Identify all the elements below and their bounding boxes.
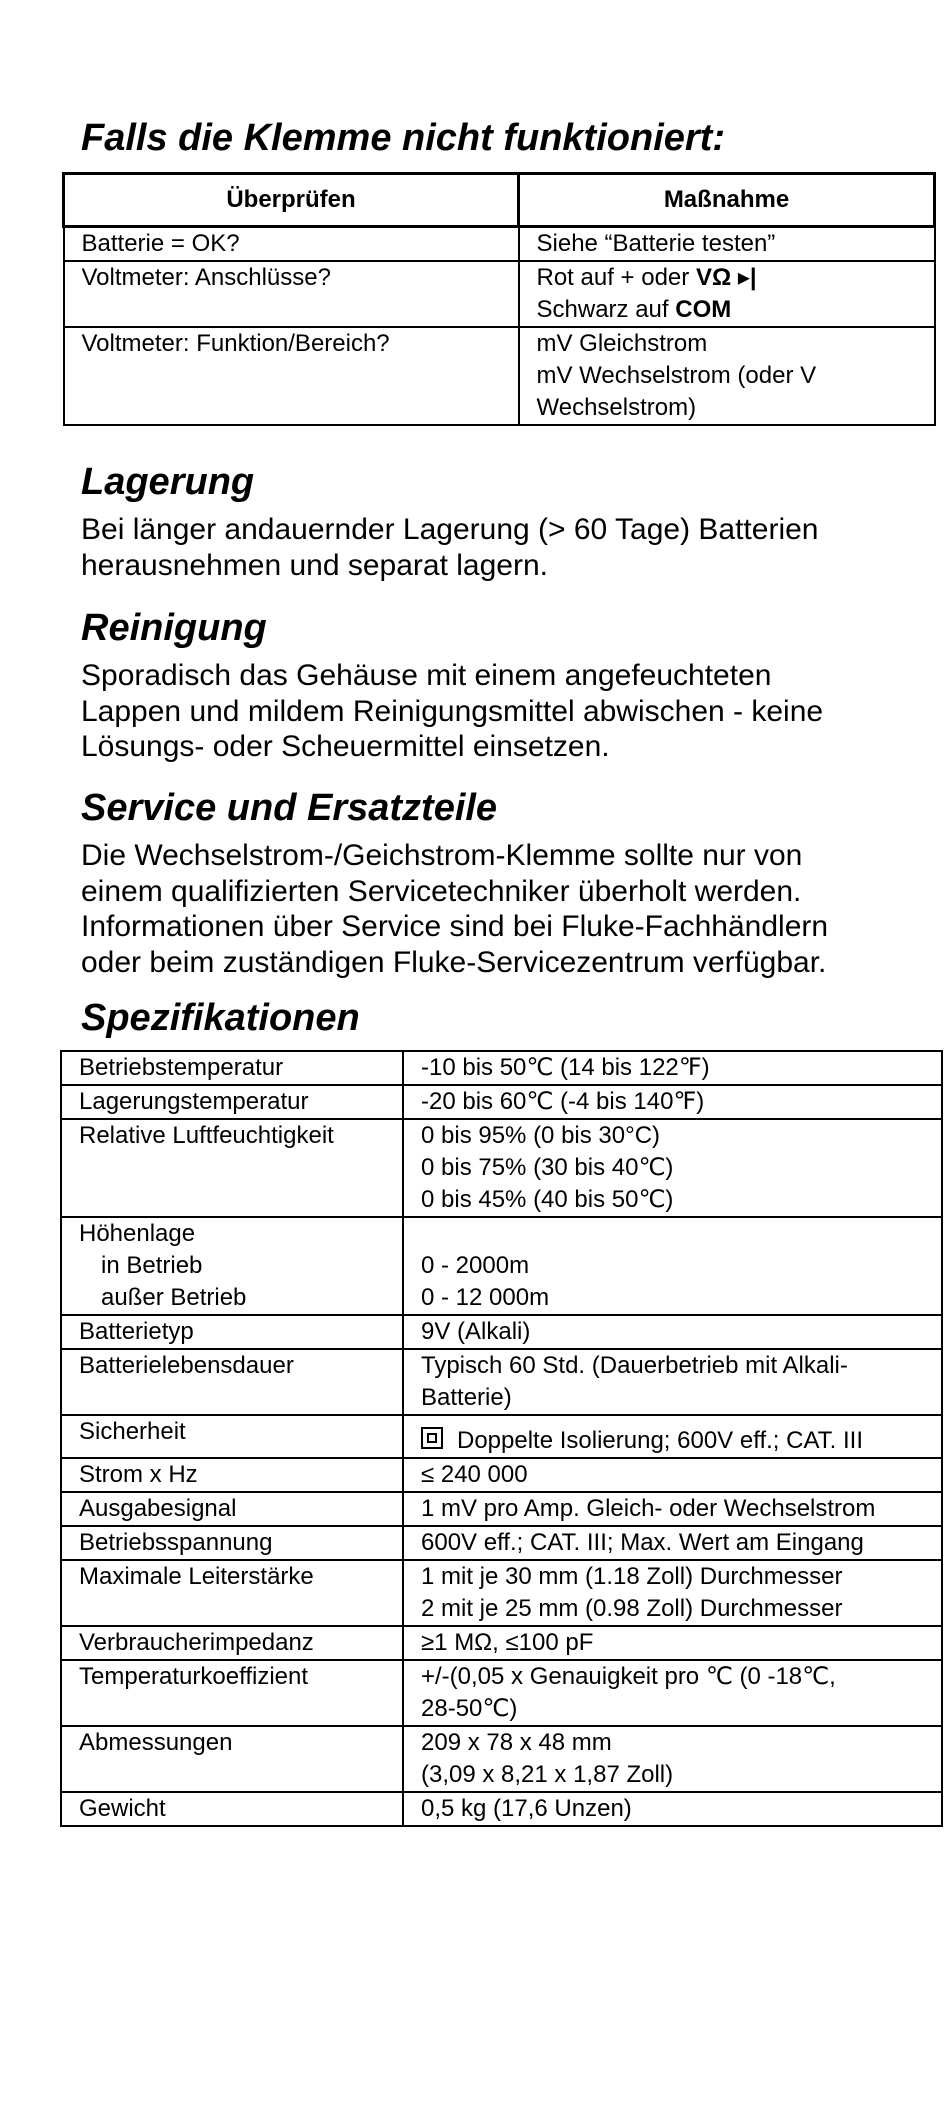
text-line: Lösungs- oder Scheuermittel einsetzen. bbox=[81, 730, 610, 763]
spec-row bbox=[61, 1349, 942, 1415]
spec-row bbox=[61, 1415, 942, 1458]
troubleshoot-table bbox=[62, 172, 936, 426]
spec-value: (3,09 x 8,21 x 1,87 Zoll) bbox=[421, 1761, 674, 1788]
text-line: Bei länger andauernder Lagerung (> 60 Tage) Batterien bbox=[81, 513, 819, 546]
service-text bbox=[81, 838, 921, 980]
table-row bbox=[64, 327, 935, 425]
spec-value: 1 mV pro Amp. Gleich- oder Wechselstrom bbox=[421, 1495, 876, 1522]
spec-value: ≥1 MΩ, ≤100 pF bbox=[421, 1629, 594, 1656]
spec-value bbox=[421, 1218, 941, 1250]
action-text: Rot auf + oder bbox=[536, 264, 696, 291]
text-line: Informationen über Service sind bei Fluke-Fachhändlern bbox=[81, 910, 829, 943]
spec-value: -20 bis 60℃ (-4 bis 140℉) bbox=[421, 1088, 705, 1115]
spec-label: Sicherheit bbox=[79, 1418, 186, 1445]
table-row bbox=[64, 261, 935, 327]
text-line: Die Wechselstrom-/Geichstrom-Klemme sollte nur von bbox=[81, 839, 803, 872]
action-text: mV Gleichstrom bbox=[536, 330, 708, 357]
cleaning-title: Reinigung bbox=[81, 607, 267, 649]
spec-row bbox=[61, 1492, 942, 1526]
spec-value: ≤ 240 000 bbox=[421, 1461, 528, 1488]
text-line: Sporadisch das Gehäuse mit einem angefeuchteten bbox=[81, 659, 772, 692]
spec-row bbox=[61, 1217, 942, 1315]
spec-value: Typisch 60 Std. (Dauerbetrieb mit Alkali- bbox=[421, 1352, 848, 1379]
spec-label: außer Betrieb bbox=[101, 1284, 247, 1311]
spec-label: Temperaturkoeffizient bbox=[79, 1663, 309, 1690]
spec-value-text: Doppelte Isolierung; 600V eff.; CAT. III bbox=[457, 1427, 864, 1454]
service-title: Service und Ersatzteile bbox=[81, 787, 498, 829]
header-check: Überprüfen bbox=[64, 174, 519, 227]
spec-value: 0 bis 45% (40 bis 50℃) bbox=[421, 1186, 674, 1213]
check-text: Voltmeter: Anschlüsse? bbox=[81, 264, 331, 291]
spec-row bbox=[61, 1085, 942, 1119]
spec-value: 2 mit je 25 mm (0.98 Zoll) Durchmesser bbox=[421, 1595, 843, 1622]
action-text: Siehe “Batterie testen” bbox=[536, 230, 776, 257]
spec-label: in Betrieb bbox=[101, 1252, 203, 1279]
text-line: oder beim zuständigen Fluke-Servicezentrum verfügbar. bbox=[81, 945, 827, 979]
spec-label: Gewicht bbox=[79, 1795, 166, 1822]
specs-table bbox=[60, 1050, 943, 1827]
spec-row bbox=[61, 1560, 942, 1626]
spec-value: 1 mit je 30 mm (1.18 Zoll) Durchmesser bbox=[421, 1563, 843, 1590]
spec-value: 209 x 78 x 48 mm bbox=[421, 1729, 612, 1756]
action-line bbox=[537, 262, 934, 294]
header-action: Maßnahme bbox=[519, 174, 935, 227]
table-row bbox=[64, 227, 935, 262]
spec-label: Ausgabesignal bbox=[79, 1495, 237, 1522]
text-line: herausnehmen und separat lagern. bbox=[81, 548, 548, 582]
spec-label: Strom x Hz bbox=[79, 1461, 198, 1488]
troubleshoot-header-row bbox=[64, 174, 935, 227]
spec-label: Abmessungen bbox=[79, 1729, 233, 1756]
check-text: Voltmeter: Funktion/Bereich? bbox=[81, 330, 390, 357]
spec-row bbox=[61, 1051, 942, 1085]
spec-row bbox=[61, 1526, 942, 1560]
spec-row bbox=[61, 1315, 942, 1349]
spec-value: 0 bis 95% (0 bis 30°C) bbox=[421, 1122, 661, 1149]
specs-title: Spezifikationen bbox=[81, 997, 360, 1039]
spec-label: Betriebsspannung bbox=[79, 1529, 273, 1556]
double-insulation-icon bbox=[421, 1427, 443, 1449]
spec-value: -10 bis 50℃ (14 bis 122℉) bbox=[421, 1054, 710, 1081]
spec-value: 0 bis 75% (30 bis 40℃) bbox=[421, 1154, 674, 1181]
troubleshoot-title: Falls die Klemme nicht funktioniert: bbox=[81, 117, 725, 159]
spec-value: 9V (Alkali) bbox=[421, 1318, 531, 1345]
action-line bbox=[537, 294, 934, 326]
com-label: COM bbox=[675, 296, 732, 323]
text-line: Lappen und mildem Reinigungsmittel abwischen - keine bbox=[81, 694, 824, 728]
spec-label: Betriebstemperatur bbox=[79, 1054, 284, 1081]
text-line: einem qualifizierten Servicetechniker überholt werden. bbox=[81, 874, 802, 908]
spec-value: +/-(0,05 x Genauigkeit pro ℃ (0 -18℃, bbox=[421, 1663, 836, 1690]
spec-row bbox=[61, 1119, 942, 1217]
spec-label: Relative Luftfeuchtigkeit bbox=[79, 1122, 334, 1149]
spec-label: Verbraucherimpedanz bbox=[79, 1629, 314, 1656]
cleaning-text bbox=[81, 658, 921, 765]
check-text: Batterie = OK? bbox=[81, 230, 240, 257]
spec-value: 28-50℃) bbox=[421, 1695, 518, 1722]
spec-value: 0 - 12 000m bbox=[421, 1284, 550, 1311]
action-text: mV Wechselstrom (oder V bbox=[536, 362, 817, 389]
spec-value: Batterie) bbox=[421, 1384, 512, 1411]
spec-value: 0,5 kg (17,6 Unzen) bbox=[421, 1795, 632, 1822]
spec-row bbox=[61, 1726, 942, 1792]
storage-text bbox=[81, 512, 921, 583]
spec-label: Maximale Leiterstärke bbox=[79, 1563, 314, 1590]
volt-ohm-diode-symbol: VΩ ▸| bbox=[695, 264, 757, 291]
storage-title: Lagerung bbox=[81, 461, 255, 503]
spec-label: Batterietyp bbox=[79, 1318, 194, 1345]
spec-row bbox=[61, 1792, 942, 1826]
spec-value: 600V eff.; CAT. III; Max. Wert am Eingang bbox=[421, 1529, 864, 1556]
spec-value: 0 - 2000m bbox=[421, 1252, 530, 1279]
spec-label: Höhenlage bbox=[79, 1220, 196, 1247]
action-text: Schwarz auf bbox=[536, 296, 676, 323]
spec-row bbox=[61, 1458, 942, 1492]
action-text: Wechselstrom) bbox=[536, 394, 697, 421]
spec-row bbox=[61, 1626, 942, 1660]
spec-label: Lagerungstemperatur bbox=[79, 1088, 309, 1115]
spec-label: Batterielebensdauer bbox=[79, 1352, 294, 1379]
spec-row bbox=[61, 1660, 942, 1726]
spec-value bbox=[421, 1425, 941, 1457]
